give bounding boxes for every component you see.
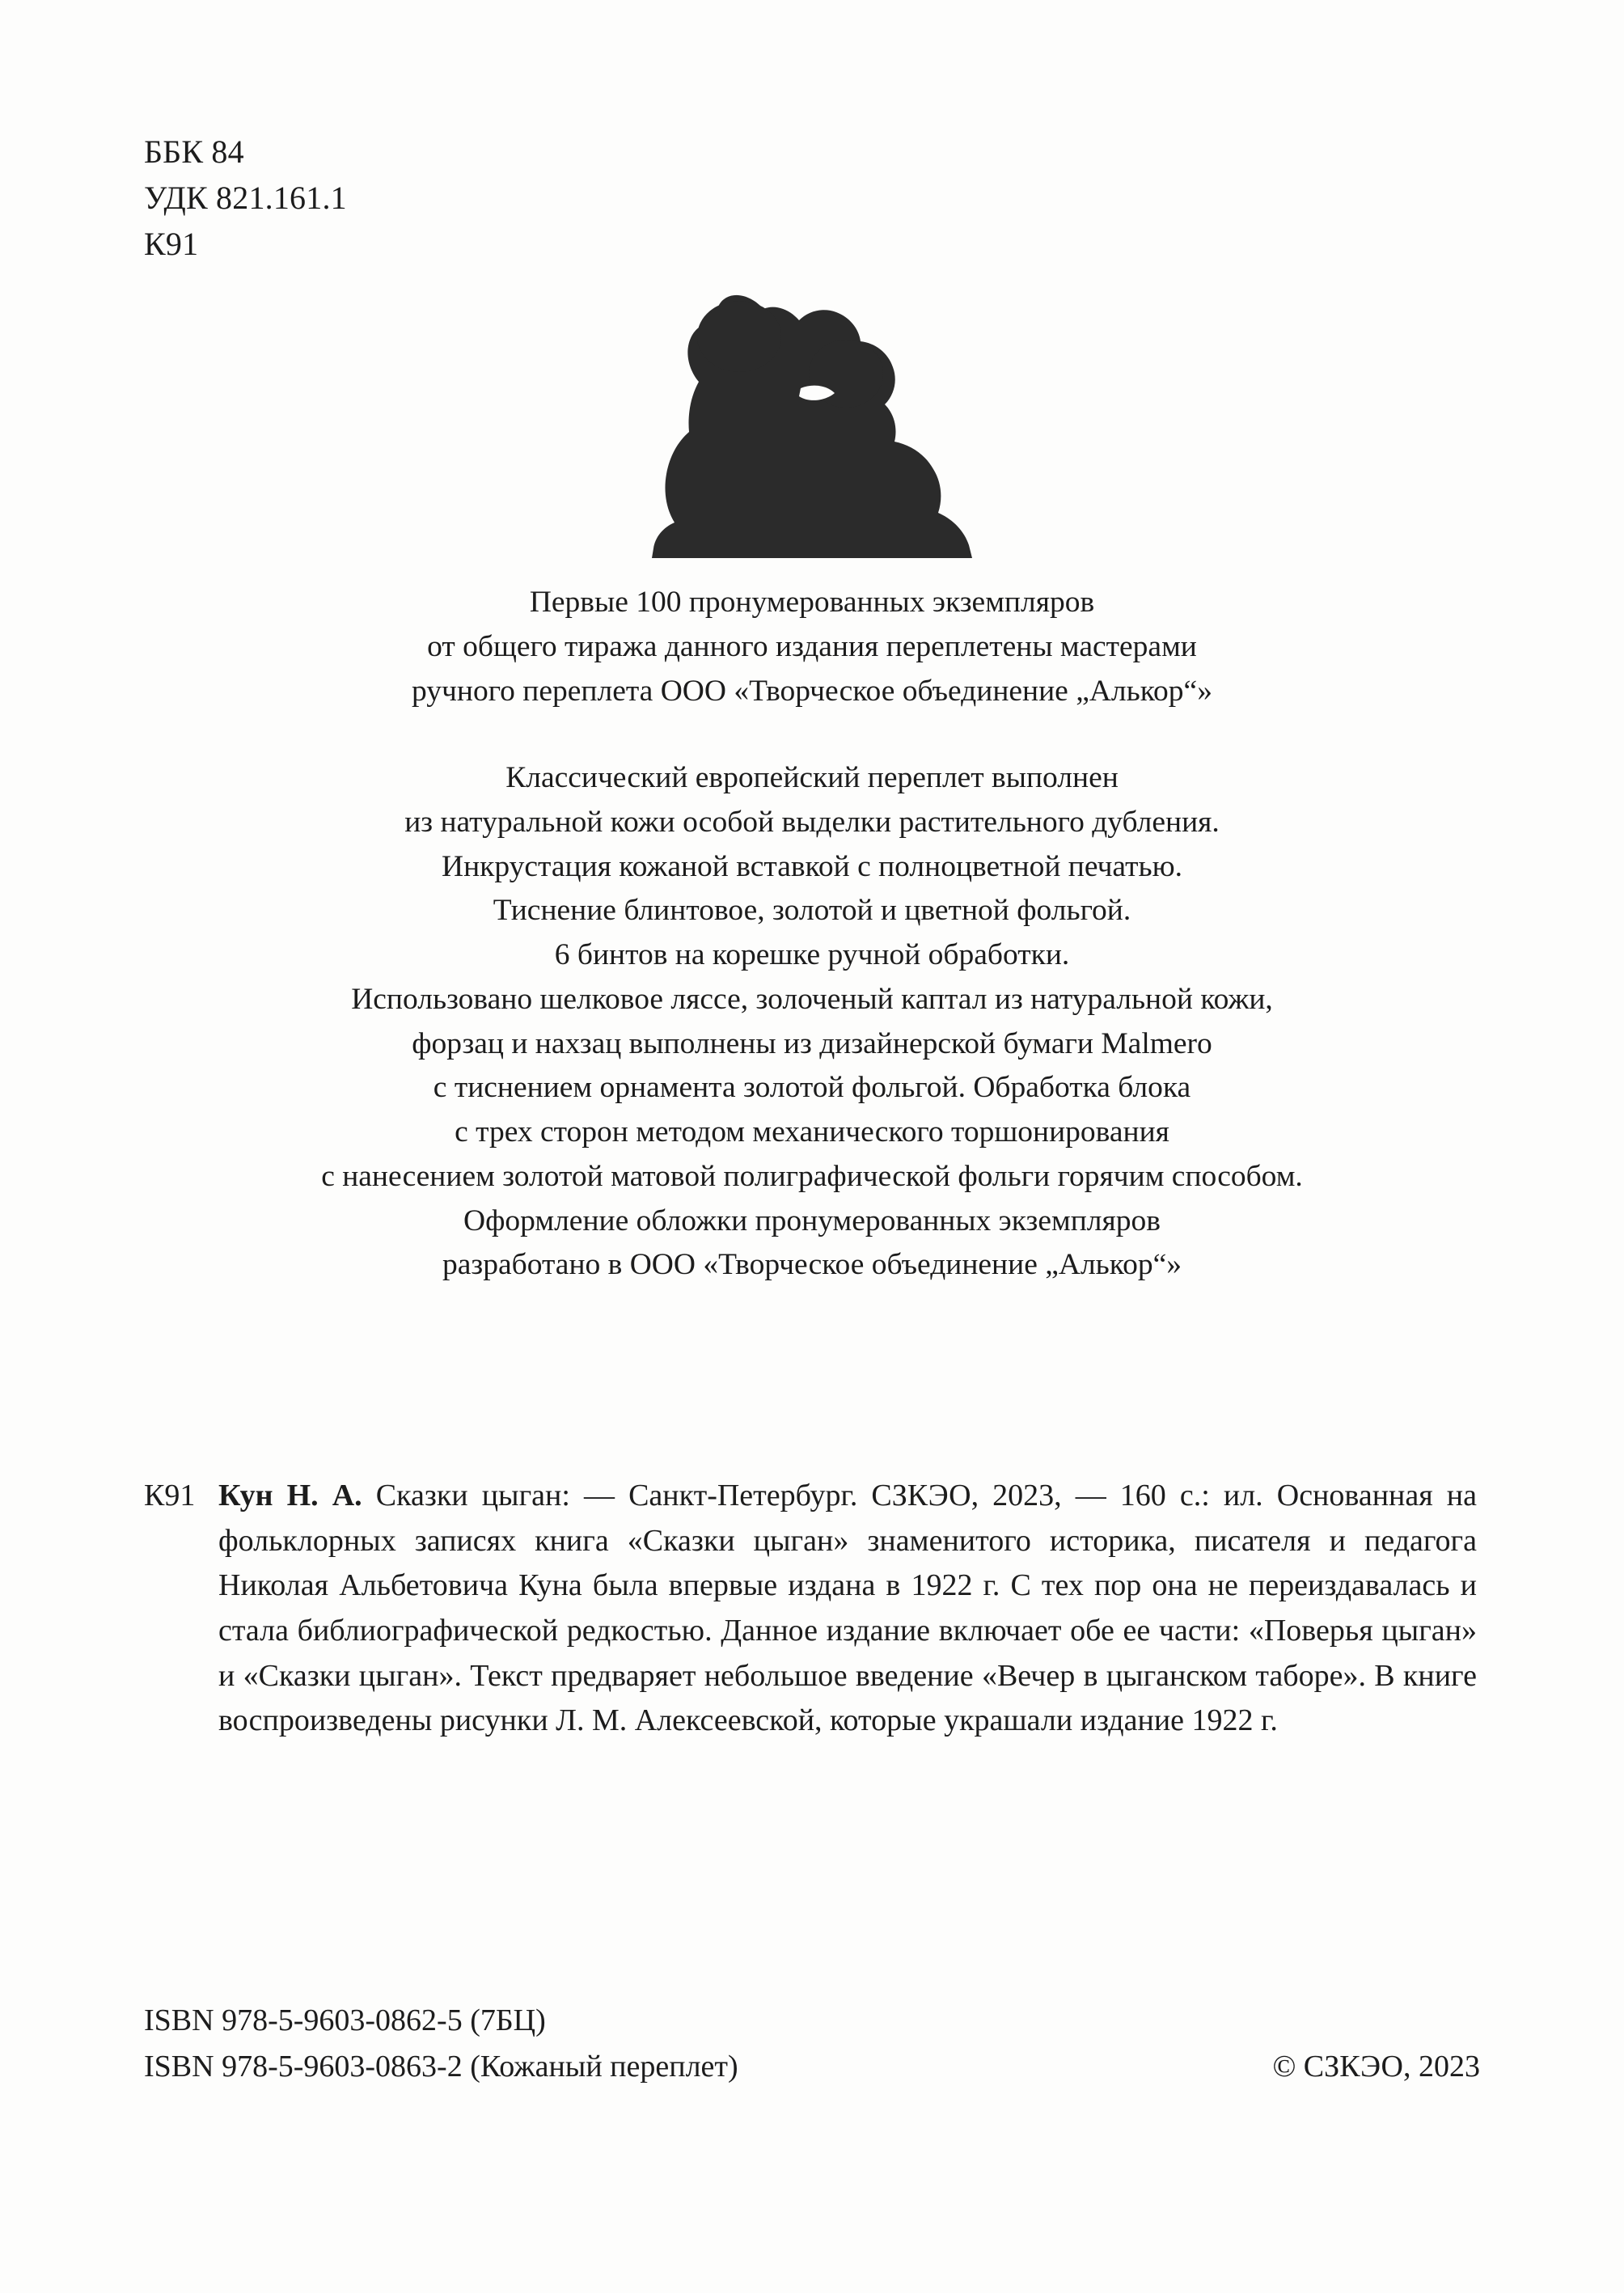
annotation-body: [218, 1474, 1477, 1744]
classification-codes: [144, 129, 347, 267]
annotation-author: Кун Н. А.: [218, 1479, 362, 1512]
annotation-index: К91: [144, 1479, 196, 1512]
edition-note-line: от общего тиража данного издания переплетены мастерами: [427, 629, 1197, 663]
edition-note-line: ручного переплета ООО «Творческое объединение „Алькор“»: [412, 674, 1212, 708]
footer: [144, 1998, 1480, 2090]
binding-line: с нанесением золотой матовой полиграфической фольги горячим способом.: [321, 1159, 1303, 1193]
annotation-imprint: Сказки цыган: — Санкт-Петербург. СЗКЭО, 2023, — 160 с.: ил.: [362, 1479, 1263, 1512]
binding-line: из натуральной кожи особой выделки растительного дубления.: [404, 805, 1220, 839]
binding-line: с трех сторон методом механического торшонирования: [455, 1115, 1169, 1149]
binding-line: Классический европейский переплет выполнен: [505, 761, 1119, 794]
isbn-list: [144, 1998, 738, 2090]
binding-description: [0, 756, 1624, 1288]
author-mark-code: К91: [144, 225, 199, 262]
binding-line: Использовано шелковое ляссе, золоченый каптал из натуральной кожи,: [351, 982, 1273, 1016]
annotation-block: [144, 1474, 1477, 1744]
illustration-container: [0, 267, 1624, 558]
binding-line: Тиснение блинтовое, золотой и цветной фольгой.: [493, 894, 1131, 928]
bbk-code: ББК 84: [144, 133, 244, 170]
binding-line: Оформление обложки пронумерованных экземпляров: [463, 1204, 1161, 1237]
annotation-text: Основанная на фольклорных записях книга «Сказки цыган» знаменитого историка, писателя и педагога Николая Альбетовича Куна была впервые издана в 1922 г. С тех пор она не переиздавалась и стала библиографической редкостью. Данное издание включает обе ее части: «Поверья цыган» и «Сказки цыган». Текст предваряет небольшое введение «Вечер в цыганском таборе». В книге воспроизведены рисунки Л. М. Алексеевской, которые украшали издание 1922 г.: [218, 1479, 1477, 1738]
gypsy-mother-and-child-silhouette: [642, 267, 982, 558]
binding-line: с тиснением орнамента золотой фольгой. Обработка блока: [433, 1071, 1191, 1105]
binding-line: разработано в ООО «Творческое объединение „Алькор“»: [442, 1248, 1182, 1282]
isbn-leather: ISBN 978-5-9603-0863-2 (Кожаный переплет): [144, 2050, 738, 2084]
binding-line: форзац и нахзац выполнены из дизайнерской бумаги Malmero: [412, 1026, 1212, 1060]
udk-code: УДК 821.161.1: [144, 179, 347, 216]
edition-note-line: Первые 100 пронумерованных экземпляров: [529, 586, 1095, 619]
isbn-print: ISBN 978-5-9603-0862-5 (7БЦ): [144, 2003, 546, 2037]
binding-line: Инкрустация кожаной вставкой с полноцветной печатью.: [442, 849, 1182, 883]
binding-line: 6 бинтов на корешке ручной обработки.: [554, 938, 1070, 971]
copyright-notice: © СЗКЭО, 2023: [1272, 2050, 1480, 2084]
edition-note: [0, 581, 1624, 713]
